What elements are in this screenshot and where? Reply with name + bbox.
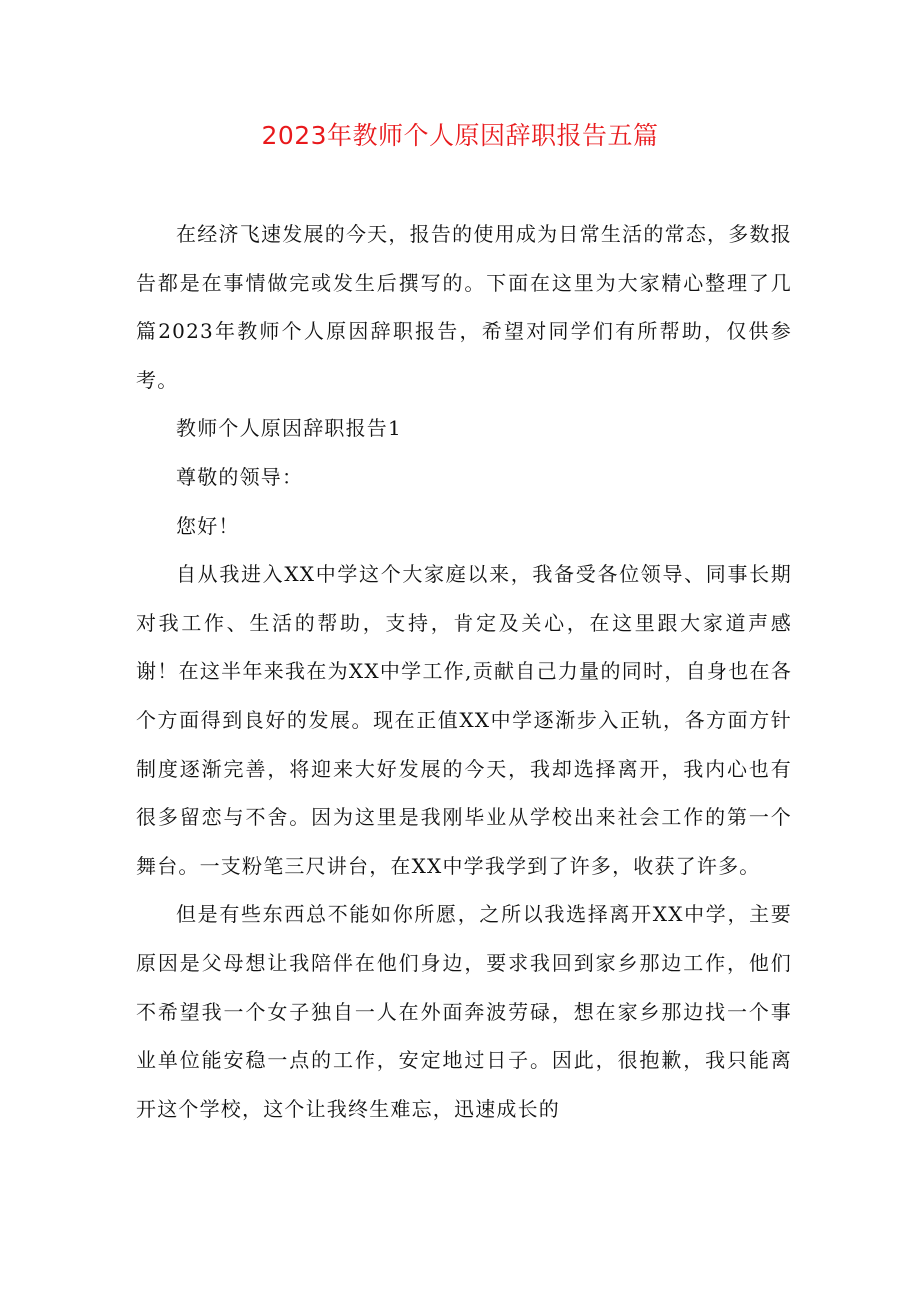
salutation: 尊敬的领导： bbox=[176, 464, 304, 489]
intro-paragraph: 在经济飞速发展的今天，报告的使用成为日常生活的常态，多数报告都是在事情做完或发生后撰写的。下面在这里为大家精心整理了几篇2023年教师个人原因辞职报告，希望对同学们有所帮助，仅供参考。 bbox=[136, 222, 792, 392]
document-body bbox=[136, 210, 792, 1133]
body-paragraph: 自从我进入XX中学这个大家庭以来，我备受各位领导、同事长期对我工作、生活的帮助，支持，肯定及关心，在这里跟大家道声感谢！在这半年来我在为XX中学工作,贡献自己力量的同时，自身也在各个方面得到良好的发展。现在正值XX中学逐渐步入正轨，各方面方针制度逐渐完善，将迎来大好发展的今天，我却选择离开，我内心也有很多留恋与不舍。因为这里是我刚毕业从学校出来社会工作的第一个舞台。一支粉笔三尺讲台，在XX中学我学到了许多，收获了许多。 bbox=[136, 562, 792, 878]
body-paragraph: 但是有些东西总不能如你所愿，之所以我选择离开XX中学，主要原因是父母想让我陪伴在他们身边，要求我回到家乡那边工作，他们不希望我一个女子独自一人在外面奔波劳碌，想在家乡那边找一个事业单位能安稳一点的工作，安定地过日子。因此，很抱歉，我只能离开这个学校，这个让我终生难忘，迅速成长的 bbox=[136, 902, 792, 1121]
document-title: 2023年教师个人原因辞职报告五篇 bbox=[261, 121, 659, 150]
greeting: 您好！ bbox=[176, 513, 240, 538]
section-heading: 教师个人原因辞职报告1 bbox=[176, 416, 402, 441]
